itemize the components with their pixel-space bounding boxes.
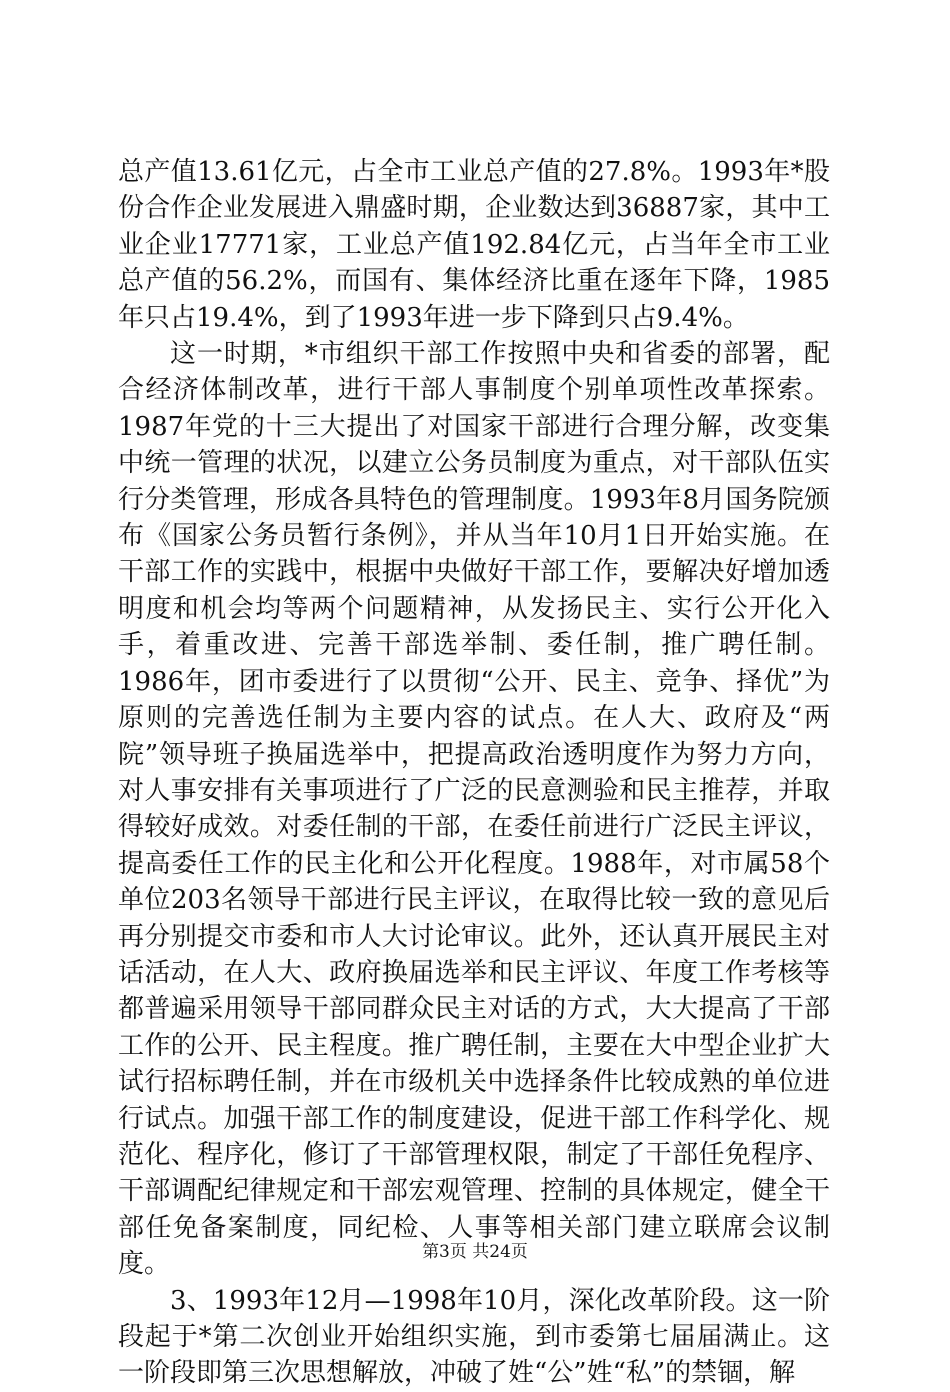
document-body bbox=[118, 154, 830, 1392]
paragraph-1: 总产值13.61亿元，占全市工业总产值的27.8%。1993年*股份合作企业发展进入鼎盛时期，企业数达到36887家，其中工业企业17771家，工业总产值192.84亿元，占当年全市工业总产值的56.2%，而国有、集体经济比重在逐年下降，1985年只占19.4%，到了1993年进一步下降到只占9.4%。 bbox=[118, 157, 830, 333]
paragraph-3: 3、1993年12月—1998年10月，深化改革阶段。这一阶段起于*第二次创业开始组织实施，到市委第七届届满止。这一阶段即第三次思想解放，冲破了姓“公”姓“私”的禁锢，解 bbox=[118, 1285, 830, 1389]
paragraph-2: 这一时期，*市组织干部工作按照中央和省委的部署，配合经济体制改革，进行干部人事制度个别单项性改革探索。1987年党的十三大提出了对国家干部进行合理分解，改变集中统一管理的状况，以建立公务员制度为重点，对干部队伍实行分类管理，形成各具特色的管理制度。1993年8月国务院颁布《国家公务员暂行条例》，并从当年10月1日开始实施。在干部工作的实践中，根据中央做好干部工作，要解决好增加透明度和机会均等两个问题精神，从发扬民主、实行公开化入手，着重改进、完善干部选举制、委任制，推广聘任制。1986年，团市委进行了以贯彻“公开、民主、竞争、择优”为原则的完善选任制为主要内容的试点。在人大、政府及“两院”领导班子换届选举中，把提高政治透明度作为努力方向，对人事安排有关事项进行了广泛的民意测验和民主推荐，并取得较好成效。对委任制的干部，在委任前进行广泛民主评议，提高委任工作的民主化和公开化程度。1988年，对市属58个单位203名领导干部进行民主评议，在取得比较一致的意见后再分别提交市委和市人大讨论审议。此外，还认真开展民主对话活动，在人大、政府换届选举和民主评议、年度工作考核等都普遍采用领导干部同群众民主对话的方式，大大提高了干部工作的公开、民主程度。推广聘任制，主要在大中型企业扩大试行招标聘任制，并在市级机关中选择条件比较成熟的单位进行试点。加强干部工作的制度建设，促进干部工作科学化、规范化、程序化，修订了干部管理权限，制定了干部任免程序、干部调配纪律规定和干部宏观管理、控制的具体规定，健全干部任免备案制度，同纪检、人事等相关部门建立联席会议制度。 bbox=[118, 339, 830, 1280]
page-number-footer: 第3页 共24页 bbox=[422, 1242, 528, 1262]
